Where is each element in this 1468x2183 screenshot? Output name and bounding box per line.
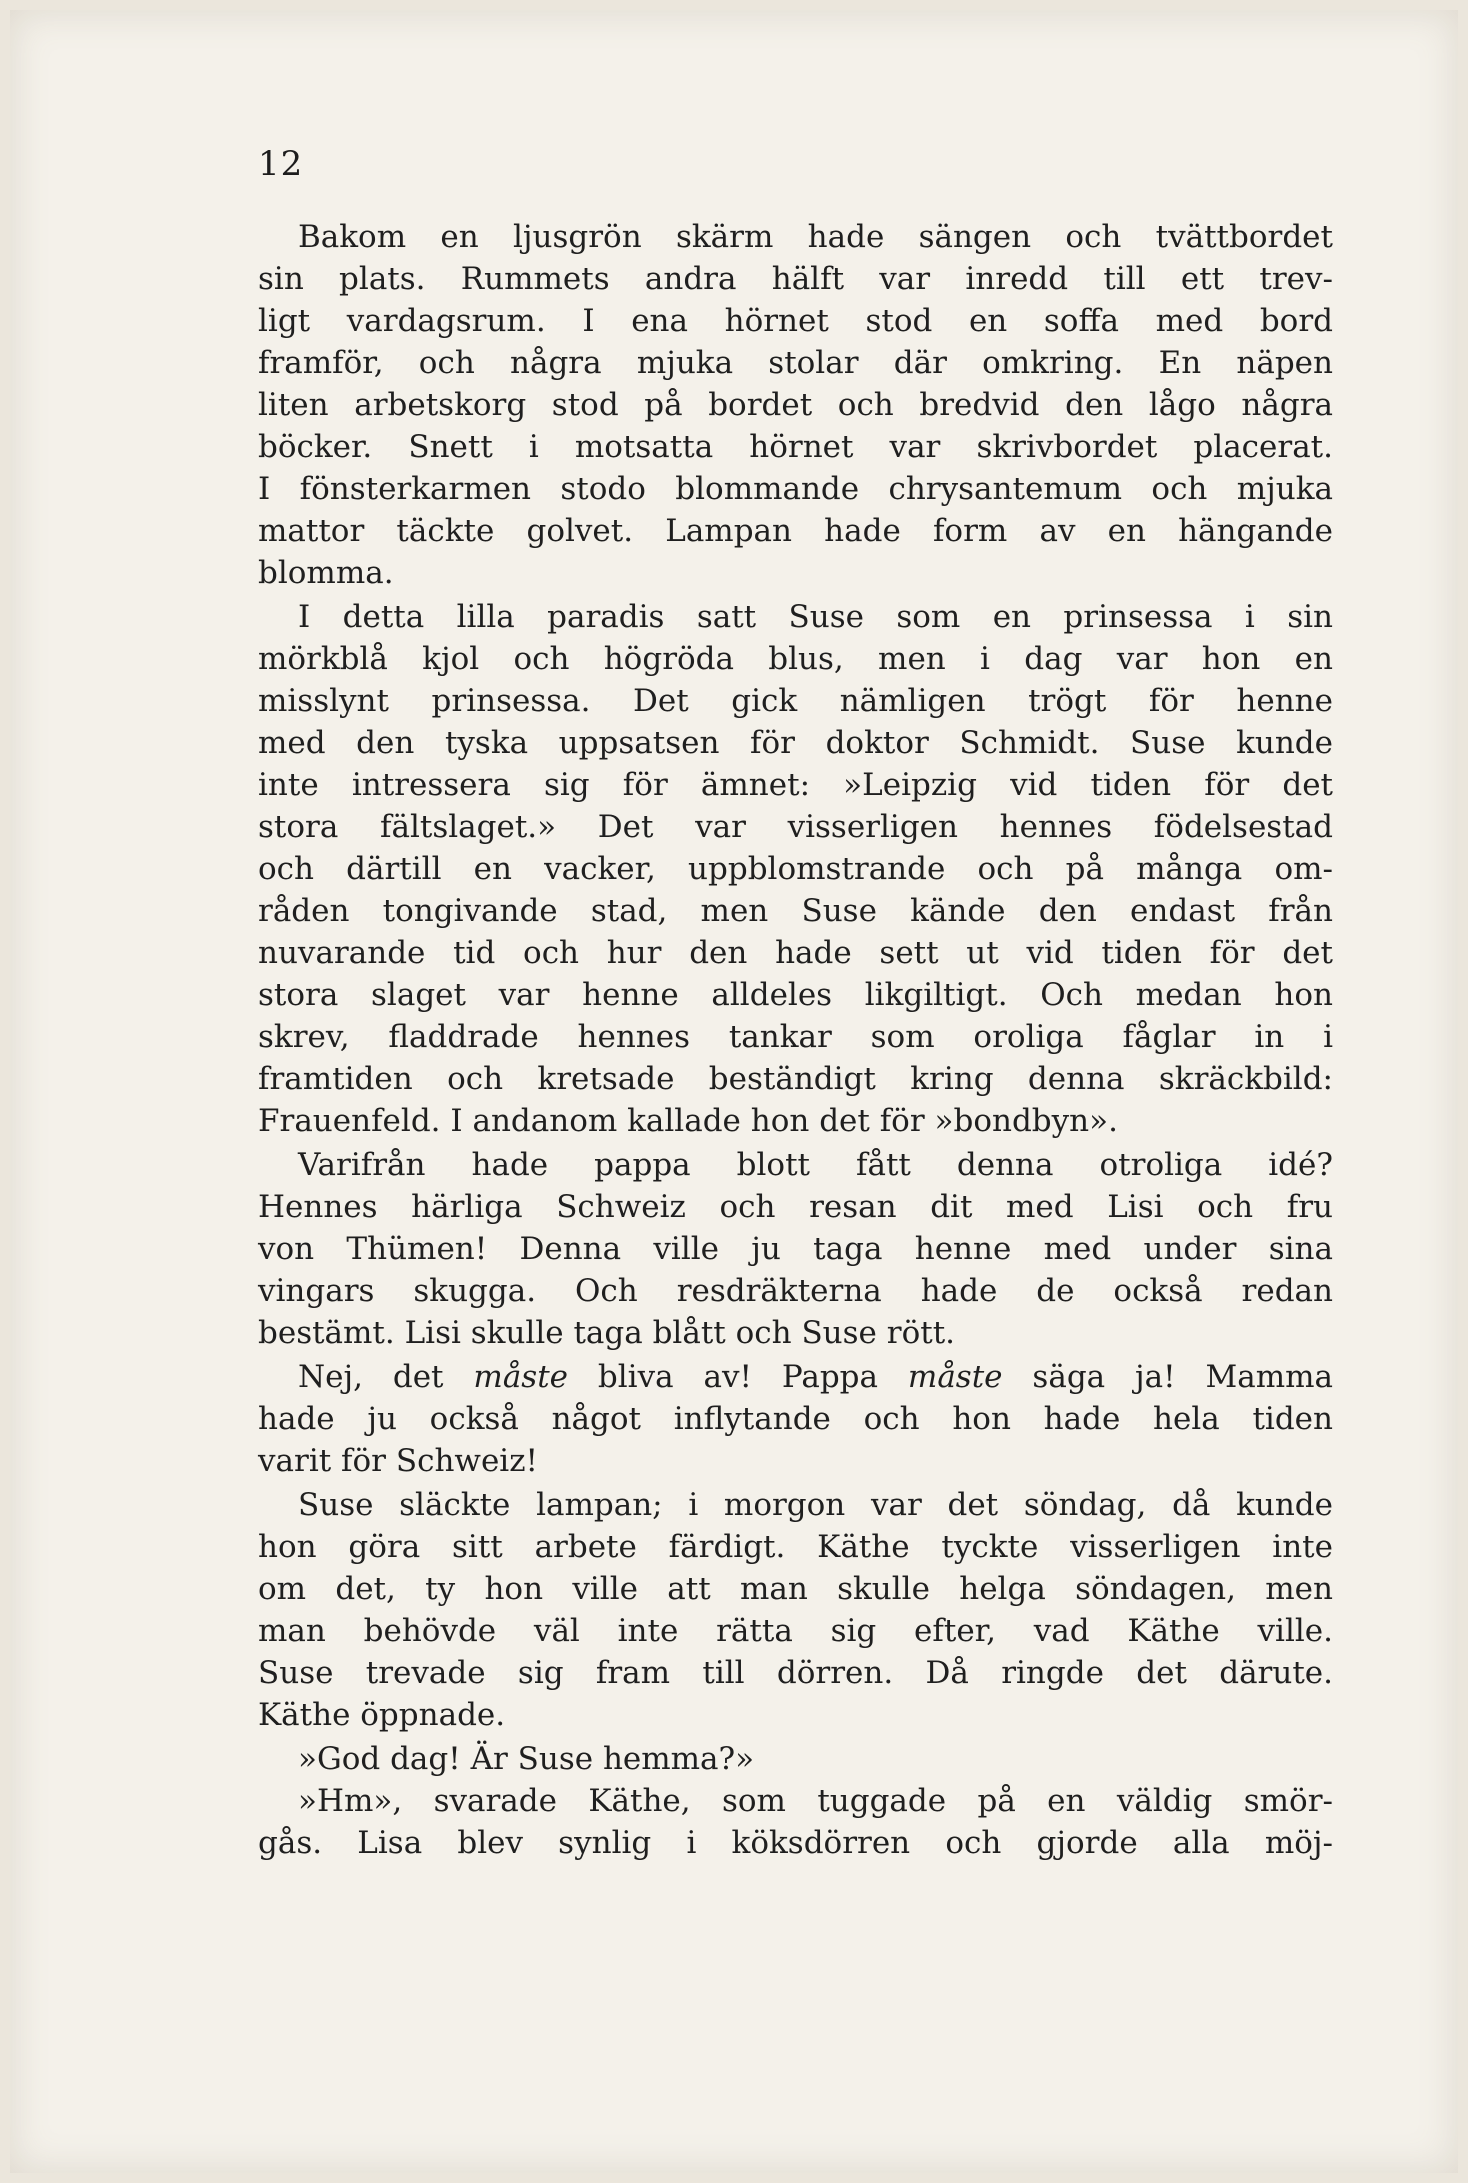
text-line — [258, 1356, 1333, 1398]
text-line: mörkblå kjol och högröda blus, men i dag var hon en — [258, 641, 1333, 677]
paragraph — [258, 1738, 1333, 1780]
text-line: inte intressera sig för ämnet: »Leipzig vid tiden för det — [258, 767, 1333, 803]
emphasis: måste — [473, 1359, 569, 1395]
text-line: med den tyska uppsatsen för doktor Schmidt. Suse kunde — [258, 725, 1333, 761]
text-line: Varifrån hade pappa blott fått denna otroliga idé? — [298, 1147, 1333, 1183]
paragraph — [258, 216, 1333, 594]
text-line: von Thümen! Denna ville ju taga henne med under sina — [258, 1231, 1333, 1267]
text-line: man behövde väl inte rätta sig efter, vad Käthe ville. — [258, 1613, 1333, 1649]
paragraph — [258, 1780, 1333, 1864]
text-line: vingars skugga. Och resdräkterna hade de också redan — [258, 1273, 1333, 1309]
body-text — [258, 216, 1333, 1864]
text-line: Suse trevade sig fram till dörren. Då ringde det därute. — [258, 1655, 1333, 1691]
text-fragment: säga ja! Mamma — [1002, 1359, 1334, 1395]
text-line: mattor täckte golvet. Lampan hade form av en hängande — [258, 513, 1333, 549]
text-line: framtiden och kretsade beständigt kring denna skräckbild: — [258, 1061, 1333, 1097]
text-fragment: Nej, det — [298, 1359, 474, 1395]
text-line: om det, ty hon ville att man skulle helga söndagen, men — [258, 1571, 1333, 1607]
text-line: Hennes härliga Schweiz och resan dit med Lisi och fru — [258, 1189, 1333, 1225]
text-line: sin plats. Rummets andra hälft var inredd till ett trev- — [258, 261, 1333, 297]
paragraph — [258, 1484, 1333, 1736]
text-line: blomma. — [258, 555, 394, 591]
paragraph — [258, 1144, 1333, 1354]
text-line: hon göra sitt arbete färdigt. Käthe tyckte visserligen inte — [258, 1529, 1333, 1565]
text-line: Suse släckte lampan; i morgon var det söndag, då kunde — [298, 1487, 1333, 1523]
text-line: nuvarande tid och hur den hade sett ut vid tiden för det — [258, 935, 1333, 971]
text-line: »Hm», svarade Käthe, som tuggade på en väldig smör- — [298, 1783, 1333, 1819]
text-line: misslynt prinsessa. Det gick nämligen trögt för henne — [258, 683, 1333, 719]
text-line: Käthe öppnade. — [258, 1697, 506, 1733]
text-line: ligt vardagsrum. I ena hörnet stod en soffa med bord — [258, 303, 1333, 339]
text-line: I fönsterkarmen stodo blommande chrysantemum och mjuka — [258, 471, 1333, 507]
text-line: Bakom en ljusgrön skärm hade sängen och tvättbordet — [298, 219, 1333, 255]
text-line: böcker. Snett i motsatta hörnet var skrivbordet placerat. — [258, 429, 1333, 465]
book-page — [10, 10, 1458, 2173]
text-line: bestämt. Lisi skulle taga blått och Suse rött. — [258, 1315, 956, 1351]
text-line: »God dag! Är Suse hemma?» — [298, 1741, 755, 1777]
text-line: Frauenfeld. I andanom kallade hon det för »bondbyn». — [258, 1103, 1118, 1139]
page-number: 12 — [258, 144, 304, 184]
text-line: liten arbetskorg stod på bordet och bredvid den lågo några — [258, 387, 1333, 423]
text-line: I detta lilla paradis satt Suse som en prinsessa i sin — [298, 599, 1333, 635]
text-line: skrev, fladdrade hennes tankar som oroliga fåglar in i — [258, 1019, 1333, 1055]
emphasis: måste — [907, 1359, 1003, 1395]
text-line: framför, och några mjuka stolar där omkring. En näpen — [258, 345, 1333, 381]
text-line: varit för Schweiz! — [258, 1443, 538, 1479]
text-line: hade ju också något inflytande och hon hade hela tiden — [258, 1401, 1333, 1437]
text-line: och därtill en vacker, uppblomstrande och på många om- — [258, 851, 1333, 887]
paragraph — [258, 596, 1333, 1142]
text-line: stora slaget var henne alldeles likgiltigt. Och medan hon — [258, 977, 1333, 1013]
text-line: gås. Lisa blev synlig i köksdörren och gjorde alla möj- — [258, 1825, 1333, 1861]
paragraph — [258, 1356, 1333, 1482]
text-line: råden tongivande stad, men Suse kände den endast från — [258, 893, 1333, 929]
text-line: stora fältslaget.» Det var visserligen hennes födelsestad — [258, 809, 1333, 845]
text-fragment: bliva av! Pappa — [568, 1359, 908, 1395]
